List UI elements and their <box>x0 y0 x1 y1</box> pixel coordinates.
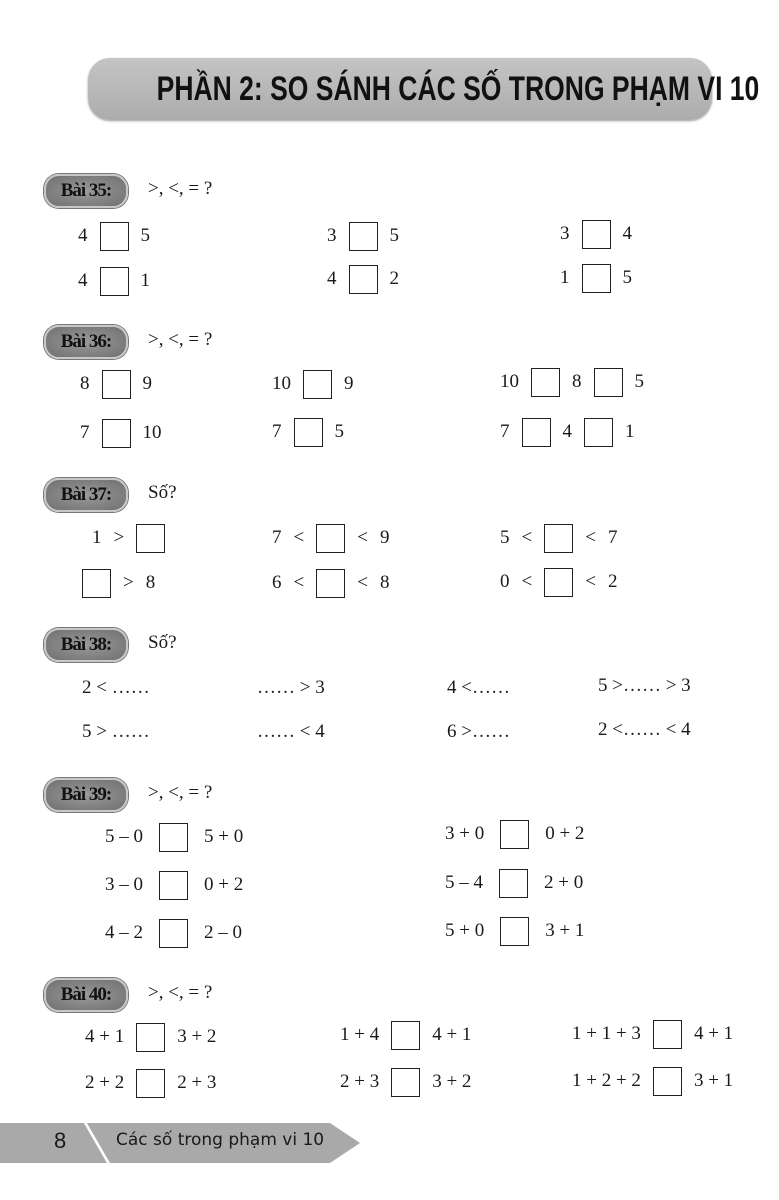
expression-text: 10 <box>142 422 162 443</box>
exercise-item <box>257 672 325 704</box>
answer-box[interactable] <box>294 418 323 447</box>
exercise-item <box>85 1067 216 1099</box>
answer-box[interactable] <box>582 220 611 249</box>
exercise-item <box>105 869 243 901</box>
exercise-item <box>500 416 635 448</box>
expression-text: 3 + 2 <box>432 1071 472 1092</box>
answer-box[interactable] <box>500 820 529 849</box>
expression-text: 7 <box>272 421 282 442</box>
exercise-item <box>257 716 325 748</box>
expression-text: 4 <box>78 270 88 291</box>
exercise-instruction: >, <, = ? <box>148 329 213 350</box>
answer-box[interactable] <box>102 370 131 399</box>
exercise-item <box>445 867 583 899</box>
exercise-item <box>500 522 617 554</box>
expression-text: 5 > …… <box>82 721 150 742</box>
expression-text: 4 <box>562 421 572 442</box>
answer-box[interactable] <box>82 569 111 598</box>
section-title-banner <box>88 58 760 120</box>
expression-text: 2 – 0 <box>204 922 242 943</box>
answer-box[interactable] <box>500 917 529 946</box>
expression-text: 5 <box>389 225 399 246</box>
expression-text: 5 <box>500 527 510 548</box>
expression-text: …… > 3 <box>257 677 325 698</box>
exercise-item <box>78 265 150 297</box>
exercise-item <box>598 714 691 746</box>
expression-text: 7 <box>500 421 510 442</box>
exercise-item <box>572 1065 733 1097</box>
expression-text: 4 <box>327 268 337 289</box>
expression-text: 2 <…… < 4 <box>598 719 691 740</box>
expression-text: 6 <box>272 572 282 593</box>
answer-box[interactable] <box>316 569 345 598</box>
exercise-instruction: >, <, = ? <box>148 178 213 199</box>
expression-text: 3 <box>327 225 337 246</box>
expression-text: 10 <box>500 371 519 392</box>
answer-box[interactable] <box>544 568 573 597</box>
exercise-item <box>598 670 691 702</box>
expression-text: 3 + 0 <box>445 823 485 844</box>
chapter-title: Các số trong phạm vi 10 <box>116 1130 325 1150</box>
expression-text: < <box>585 571 596 592</box>
exercise-item <box>105 917 242 949</box>
expression-text: 1 + 1 + 3 <box>572 1023 641 1044</box>
answer-box[interactable] <box>653 1020 682 1049</box>
exercise-instruction: >, <, = ? <box>148 782 213 803</box>
exercise-item <box>445 818 584 850</box>
expression-text: > <box>123 572 134 593</box>
exercise-label: Bài 35: <box>44 174 128 208</box>
exercise-item <box>445 915 584 947</box>
answer-box[interactable] <box>349 222 378 251</box>
expression-text: 7 <box>272 527 282 548</box>
expression-text: 2 <box>607 571 618 592</box>
exercise-item <box>572 1018 733 1050</box>
expression-text: 5 + 0 <box>204 826 244 847</box>
answer-box[interactable] <box>391 1068 420 1097</box>
expression-text: 2 + 3 <box>177 1072 217 1093</box>
expression-text: 8 <box>80 373 90 394</box>
exercise-item <box>340 1066 471 1098</box>
exercise-item <box>78 220 150 252</box>
expression-text: 1 <box>625 421 635 442</box>
exercise-label: Bài 37: <box>44 478 128 512</box>
answer-box[interactable] <box>100 222 129 251</box>
expression-text: 2 < …… <box>82 677 150 698</box>
exercise-instruction: >, <, = ? <box>148 982 213 1003</box>
expression-text: < <box>521 571 533 592</box>
exercise-item <box>500 566 617 598</box>
answer-box[interactable] <box>136 1069 165 1098</box>
page-number: 8 <box>54 1128 67 1153</box>
expression-text: < <box>357 527 368 548</box>
answer-box[interactable] <box>349 265 378 294</box>
expression-text: 4 – 2 <box>105 922 143 943</box>
exercise-instruction: Số? <box>148 482 177 503</box>
expression-text: 3 <box>560 223 570 244</box>
exercise-item <box>560 262 632 294</box>
expression-text: 5 <box>140 225 150 246</box>
exercise-item <box>272 416 344 448</box>
expression-text: < <box>585 527 596 548</box>
exercise-item <box>340 1019 471 1051</box>
expression-text: 8 <box>379 572 390 593</box>
expression-text: 1 <box>560 267 570 288</box>
answer-box[interactable] <box>499 869 528 898</box>
expression-text: 0 + 2 <box>545 823 585 844</box>
expression-text: 4 <box>78 225 88 246</box>
expression-text: 5 >…… > 3 <box>598 675 691 696</box>
expression-text: < <box>293 572 305 593</box>
answer-box[interactable] <box>100 267 129 296</box>
exercise-item <box>82 716 150 748</box>
expression-text: 5 <box>634 371 644 392</box>
exercise-item <box>105 821 243 853</box>
expression-text: < <box>357 572 368 593</box>
expression-text: …… < 4 <box>257 721 325 742</box>
answer-box[interactable] <box>159 919 188 948</box>
answer-box[interactable] <box>531 368 560 397</box>
exercise-item <box>85 1021 216 1053</box>
expression-text: < <box>293 527 305 548</box>
expression-text: 4 + 1 <box>432 1024 472 1045</box>
expression-text: 5 – 0 <box>105 826 143 847</box>
exercise-item <box>447 672 510 704</box>
exercise-item <box>447 716 510 748</box>
expression-text: 6 >…… <box>447 721 510 742</box>
answer-box[interactable] <box>582 264 611 293</box>
expression-text: 1 <box>92 527 102 548</box>
exercise-item <box>82 567 155 599</box>
expression-text: < <box>521 527 533 548</box>
expression-text: 9 <box>142 373 152 394</box>
expression-text: > <box>113 527 125 548</box>
exercise-item <box>327 263 399 295</box>
answer-box[interactable] <box>159 871 188 900</box>
footer-arrow-tip <box>330 1123 360 1163</box>
expression-text: 5 + 0 <box>445 920 485 941</box>
expression-text: 7 <box>80 422 90 443</box>
answer-box[interactable] <box>102 419 131 448</box>
answer-box[interactable] <box>584 418 613 447</box>
expression-text: 9 <box>344 373 354 394</box>
exercise-item <box>272 567 389 599</box>
exercise-item <box>272 522 389 554</box>
exercise-label: Bài 38: <box>44 628 128 662</box>
expression-text: 5 <box>622 267 632 288</box>
exercise-item <box>327 220 399 252</box>
expression-text: 7 <box>607 527 618 548</box>
expression-text: 3 + 1 <box>545 920 585 941</box>
expression-text: 3 + 1 <box>693 1070 734 1091</box>
exercise-item <box>82 672 150 704</box>
answer-box[interactable] <box>522 418 551 447</box>
expression-text: 2 + 0 <box>544 872 584 893</box>
answer-box[interactable] <box>391 1021 420 1050</box>
expression-text: 2 + 2 <box>85 1072 125 1093</box>
answer-box[interactable] <box>594 368 623 397</box>
answer-box[interactable] <box>544 524 573 553</box>
expression-text: 5 – 4 <box>445 872 483 893</box>
answer-box[interactable] <box>136 524 165 553</box>
exercise-item <box>80 368 152 400</box>
answer-box[interactable] <box>316 524 345 553</box>
answer-box[interactable] <box>136 1023 165 1052</box>
exercise-label: Bài 36: <box>44 325 128 359</box>
expression-text: 1 + 4 <box>340 1024 380 1045</box>
expression-text: 4 <…… <box>447 677 510 698</box>
expression-text: 0 + 2 <box>204 874 244 895</box>
expression-text: 9 <box>379 527 390 548</box>
expression-text: 1 + 2 + 2 <box>572 1070 641 1091</box>
section-title: PHẦN 2: SO SÁNH CÁC SỐ TRONG PHẠM VI 10 <box>156 70 760 108</box>
expression-text: 1 <box>140 270 150 291</box>
expression-text: 3 + 2 <box>177 1026 217 1047</box>
answer-box[interactable] <box>159 823 188 852</box>
answer-box[interactable] <box>653 1067 682 1096</box>
exercise-label: Bài 39: <box>44 778 128 812</box>
expression-text: 2 + 3 <box>340 1071 380 1092</box>
exercise-item <box>272 368 354 400</box>
exercise-instruction: Số? <box>148 632 177 653</box>
exercise-item <box>500 366 644 398</box>
expression-text: 8 <box>145 572 156 593</box>
exercise-item <box>80 417 162 449</box>
expression-text: 4 + 1 <box>693 1023 734 1044</box>
expression-text: 10 <box>272 373 291 394</box>
expression-text: 0 <box>500 571 510 592</box>
expression-text: 8 <box>572 371 582 392</box>
expression-text: 4 <box>622 223 632 244</box>
expression-text: 2 <box>389 268 399 289</box>
exercise-item <box>92 522 165 554</box>
expression-text: 4 + 1 <box>85 1026 125 1047</box>
expression-text: 3 – 0 <box>105 874 143 895</box>
exercise-label: Bài 40: <box>44 978 128 1012</box>
exercise-item <box>560 218 632 250</box>
expression-text: 5 <box>334 421 344 442</box>
answer-box[interactable] <box>303 370 332 399</box>
